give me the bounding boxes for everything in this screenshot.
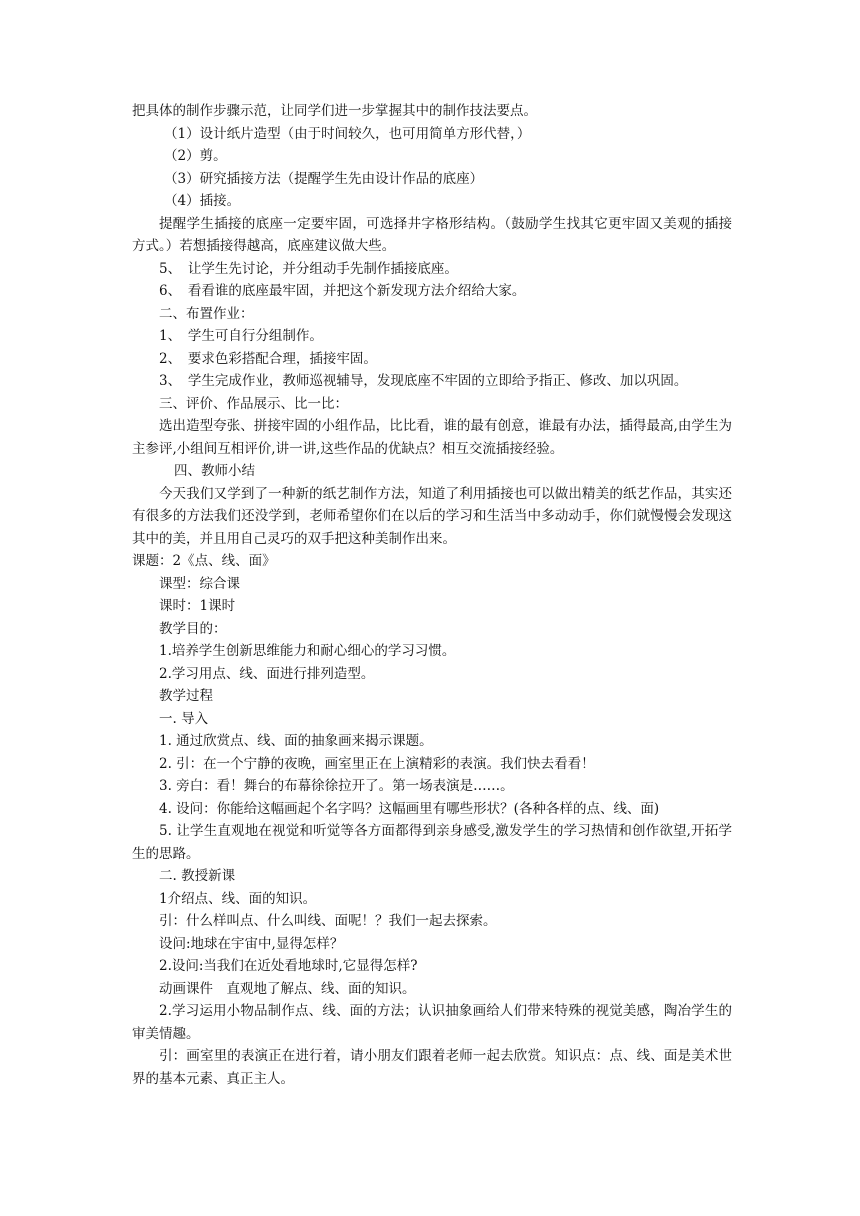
- paragraph: 5、 让学生先讨论，并分组动手先制作插接底座。: [159, 260, 458, 277]
- paragraph: 今天我们又学到了一种新的纸艺制作方法，知道了利用插接也可以做出精美的纸艺作品，其实还有很多的方法我们还没学到，老师希望你们在以后的学习和生活当中多动动手，你们就慢慢会发现这其中的美，并且用自己灵巧的双手把这种美制作出来。: [132, 485, 732, 547]
- paragraph: 引：画室里的表演正在进行着，请小朋友们跟着老师一起去欣赏。知识点：点、线、面是美术世界的基本元素、真正主人。: [132, 1048, 732, 1087]
- paragraph: 5. 让学生直观地在视觉和听觉等各方面都得到亲身感受,激发学生的学习热情和创作欲望,开拓学生的思路。: [132, 823, 732, 862]
- paragraph: 1. 通过欣赏点、线、面的抽象画来揭示课题。: [159, 733, 433, 749]
- paragraph: 1.培养学生创新思维能力和耐心细心的学习习惯。: [159, 643, 456, 659]
- paragraph: 1、 学生可自行分组制作。: [159, 328, 323, 344]
- paragraph: 3. 旁白：看！舞台的布幕徐徐拉开了。第一场表演是……。: [159, 778, 514, 794]
- paragraph: 2、 要求色彩搭配合理，插接牢固。: [159, 350, 377, 367]
- paragraph: 把具体的制作步骤示范，让同学们进一步掌握其中的制作技法要点。: [132, 103, 537, 119]
- paragraph: 引：什么样叫点、什么叫线、面呢！？我们一起去探索。: [159, 913, 497, 929]
- paragraph: 设问:地球在宇宙中,显得怎样？: [159, 935, 344, 952]
- paragraph: 动画课件 直观地了解点、线、面的知识。: [159, 980, 416, 997]
- paragraph: 提醒学生插接的底座一定要牢固，可选择井字格形结构。（鼓励学生找其它更牢固又美观的插接方式。）若想插接得越高，底座建议做大些。: [132, 215, 732, 254]
- paragraph: （4）插接。: [164, 193, 241, 209]
- paragraph: 课题：2《点、线、面》: [132, 553, 276, 569]
- paragraph: （2）剪。: [164, 148, 227, 164]
- paragraph: 课时：1课时: [159, 598, 236, 614]
- paragraph: 一. 导入: [159, 710, 209, 727]
- paragraph: 选出造型夸张、拼接牢固的小组作品，比比看，谁的最有创意，谁最有办法，插得最高,由学生为主参评,小组间互相评价,讲一讲,这些作品的优缺点？相互交流插接经验。: [132, 418, 732, 457]
- paragraph: 3、 学生完成作业，教师巡视辅导，发现底座不牢固的立即给予指正、修改、加以巩固。: [159, 373, 688, 389]
- paragraph: 教学目的：: [159, 620, 227, 637]
- paragraph: （3）研究插接方法（提醒学生先由设计作品的底座）: [164, 170, 484, 187]
- paragraph: 教学过程: [159, 688, 213, 704]
- paragraph: 三、评价、作品展示、比一比：: [159, 395, 348, 412]
- paragraph: 四、教师小结: [174, 463, 255, 479]
- paragraph: 二、布置作业：: [159, 305, 254, 322]
- paragraph: 课型：综合课: [159, 575, 240, 592]
- paragraph: 2.设问:当我们在近处看地球时,它显得怎样?: [159, 958, 418, 974]
- paragraph: （1）设计纸片造型（由于时间较久，也可用简单方形代替，）: [164, 125, 531, 142]
- paragraph: 2.学习用点、线、面进行排列造型。: [159, 665, 375, 682]
- paragraph: 2. 引：在一个宁静的夜晚，画室里正在上演精彩的表演。我们快去看看！: [159, 755, 595, 772]
- paragraph: 6、 看看谁的底座最牢固，并把这个新发现方法介绍给大家。: [159, 283, 526, 299]
- paragraph: 1介绍点、线、面的知识。: [159, 890, 317, 907]
- paragraph: 4. 设问：你能给这幅画起个名字吗？这幅画里有哪些形状？(各种各样的点、线、面): [159, 800, 660, 817]
- paragraph: 2.学习运用小物品制作点、线、面的方法；认识抽象画给人们带来特殊的视觉美感，陶冶学生的审美情趣。: [132, 1003, 732, 1042]
- paragraph: 二. 教授新课: [159, 868, 236, 884]
- document-body: [132, 100, 732, 1090]
